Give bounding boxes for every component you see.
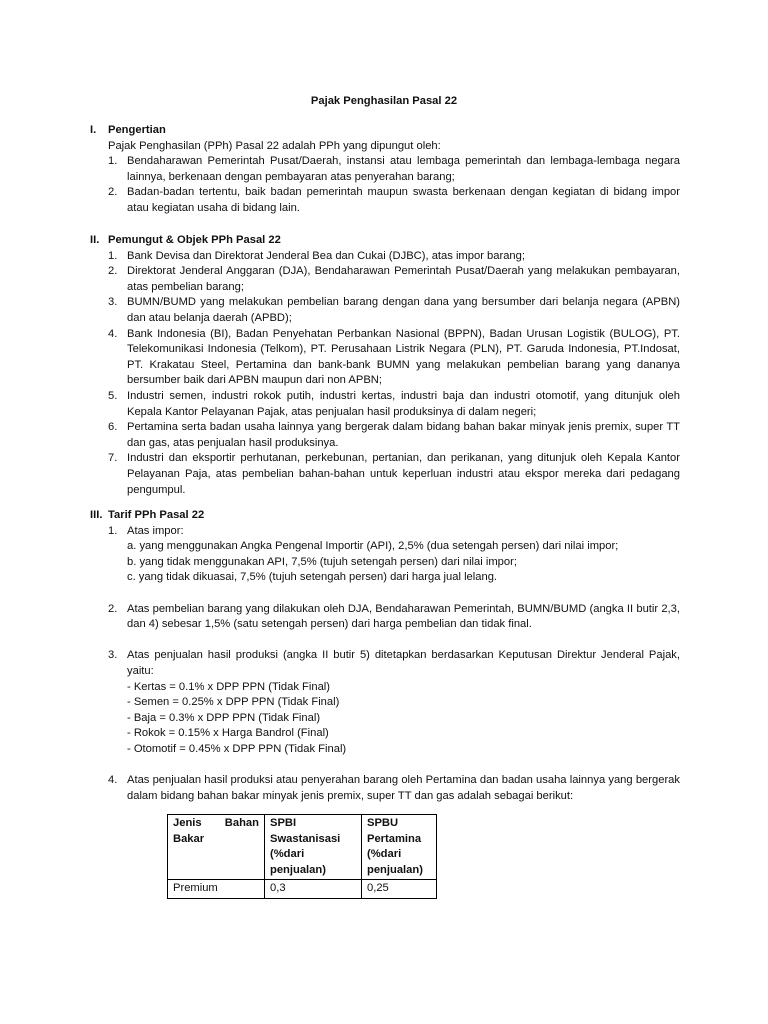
list-item: 4. Bank Indonesia (BI), Badan Penyehatan Perbankan Nasional (BPPN), Badan Urusan Logistik (BULOG), PT. Telekomunikasi Indonesia (Telkom), PT. Perusahaan Listrik Negara (PLN), PT. Garuda Indonesia, PT.Indosat, PT. Krakatau Steel, Pertamina dan bank-bank BUMN yang melakukan pembelian barang yang dananya bersumber baik dari APBN maupun dari non APBN;: [108, 327, 680, 387]
fuel-rate-table: [167, 814, 437, 899]
table-header-cell: SPBI Swastanisasi (%dari penjualan): [265, 815, 362, 880]
list-item: 4. Atas penjualan hasil produksi atau penyerahan barang oleh Pertamina dan badan usaha lainnya yang bergerak dalam bidang bahan bakar minyak jenis premix, super TT dan gas adalah sebagai berikut:: [108, 774, 680, 802]
list-item: 1. Bendaharawan Pemerintah Pusat/Daerah, instansi atau lembaga pemerintah dan lembaga-lembaga negara lainnya, berkenaan dengan pembayaran atas penyerahan barang;: [108, 155, 680, 183]
section-heading: [90, 508, 680, 524]
section-title: Tarif PPh Pasal 22: [108, 509, 205, 521]
section-heading: [90, 233, 680, 249]
header-line: [173, 816, 259, 832]
list-item-text: Atas impor:: [127, 524, 184, 537]
table-header-cell: [168, 815, 265, 880]
table-header-row: [168, 815, 437, 880]
section-tarif: [90, 508, 680, 804]
table-header-cell: SPBU Pertamina (%dari penjualan): [362, 815, 437, 880]
section-number: I.: [90, 124, 97, 136]
objek-list: [90, 249, 680, 499]
list-item-text: Atas penjualan hasil produksi (angka II butir 5) ditetapkan berdasarkan Keputusan Direktur Jenderal Pajak, yaitu:: [127, 649, 680, 677]
section-intro: Pajak Penghasilan (PPh) Pasal 22 adalah PPh yang dipungut oleh:: [108, 139, 441, 152]
section-title: Pemungut & Objek PPh Pasal 22: [108, 234, 281, 246]
list-item-text: Pertamina serta badan usaha lainnya yang bergerak dalam bidang bahan bakar minyak jenis premix, super TT dan gas, atas penjualan hasil produksinya.: [127, 421, 680, 449]
sub-item: - Kertas = 0.1% x DPP PPN (Tidak Final): [127, 680, 330, 693]
pemungut-list: [90, 154, 680, 216]
header-word: Jenis: [173, 817, 202, 829]
document-title: Pajak Penghasilan Pasal 22: [310, 95, 458, 107]
table-cell: 0,3: [265, 880, 362, 899]
sub-item: b. yang tidak menggunakan API, 7,5% (tujuh setengah persen) dari nilai impor;: [127, 555, 517, 568]
list-item-text: Bendaharawan Pemerintah Pusat/Daerah, instansi atau lembaga pemerintah dan lembaga-lembaga negara lainnya, berkenaan dengan pembayaran atas penyerahan barang;: [127, 155, 680, 183]
sub-item: - Rokok = 0.15% x Harga Bandrol (Final): [127, 727, 329, 740]
list-item: 3. BUMN/BUMD yang melakukan pembelian barang dengan dana yang bersumber dari belanja negara (APBN) dan atau belanja daerah (APBD);: [108, 296, 680, 324]
list-item: 3. Atas penjualan hasil produksi (angka II butir 5) ditetapkan berdasarkan Keputusan Direktur Jenderal Pajak, yaitu:: [108, 649, 680, 677]
sub-item: c. yang tidak dikuasai, 7,5% (tujuh setengah persen) dari harga jual lelang.: [127, 571, 498, 584]
sub-item: - Baja = 0.3% x DPP PPN (Tidak Final): [127, 711, 321, 724]
tarif-list: [90, 773, 680, 804]
list-item-text: Bank Indonesia (BI), Badan Penyehatan Perbankan Nasional (BPPN), Badan Urusan Logistik (BULOG), PT. Telekomunikasi Indonesia (Telkom), PT. Perusahaan Listrik Negara (PLN), PT. Garuda Indonesia, PT.Indosat, PT. Krakatau Steel, Pertamina dan bank-bank BUMN yang melakukan pembelian barang yang dananya bersumber baik dari APBN maupun dari non APBN;: [127, 327, 680, 387]
section-number: III.: [90, 509, 103, 521]
list-item-text: Industri semen, industri rokok putih, industri kertas, industri baja dan industri otomotif, yang ditunjuk oleh Kepala Kantor Pelayanan Pajak, atas penjualan hasil produksinya di dalam negeri;: [127, 389, 680, 418]
spacer: [90, 633, 680, 649]
table-row: [168, 880, 437, 899]
header-word: Bahan: [224, 817, 259, 829]
tarif-list: [90, 602, 680, 633]
list-item: 2. Atas pembelian barang yang dilakukan oleh DJA, Bendaharawan Pemerintah, BUMN/BUMD (angka II butir 2,3, dan 4) sebesar 1,5% (satu setengah persen) dari harga pembelian dan tidak final.: [108, 602, 680, 631]
list-item-text: Bank Devisa dan Direktorat Jenderal Bea dan Cukai (DJBC), atas impor barang;: [127, 249, 525, 262]
sub-item: - Otomotif = 0.45% x DPP PPN (Tidak Final): [127, 742, 347, 755]
list-item: 2. Direktorat Jenderal Anggaran (DJA), Bendaharawan Pemerintah Pusat/Daerah yang melakukan pembayaran, atas pembelian barang;: [108, 265, 680, 293]
list-item-text: BUMN/BUMD yang melakukan pembelian barang dengan dana yang bersumber dari belanja negara (APBN) dan atau belanja daerah (APBD);: [127, 296, 680, 324]
list-item-text: Atas penjualan hasil produksi atau penyerahan barang oleh Pertamina dan badan usaha lainnya yang bergerak dalam bidang bahan bakar minyak jenis premix, super TT dan gas adalah sebagai berikut:: [127, 774, 680, 802]
table-cell: Premium: [168, 880, 265, 899]
spacer: [90, 586, 680, 602]
tarif-list: [90, 524, 680, 540]
sub-item: a. yang menggunakan Angka Pengenal Importir (API), 2,5% (dua setengah persen) dari nilai impor;: [127, 540, 619, 553]
section-pemungut-objek: [90, 233, 680, 498]
section-title: Pengertian: [108, 124, 166, 136]
list-item: 6. Pertamina serta badan usaha lainnya yang bergerak dalam bidang bahan bakar minyak jenis premix, super TT dan gas, atas penjualan hasil produksinya.: [108, 421, 680, 449]
list-item: 2. Badan-badan tertentu, baik badan pemerintah maupun swasta berkenaan dengan kegiatan di bidang impor atau kegiatan usaha di bidang lain.: [108, 186, 680, 214]
list-item: 5. Industri semen, industri rokok putih, industri kertas, industri baja dan industri otomotif, yang ditunjuk oleh Kepala Kantor Pelayanan Pajak, atas penjualan hasil produksinya di dalam negeri;: [108, 389, 680, 418]
table-cell: 0,25: [362, 880, 437, 899]
list-item-text: Badan-badan tertentu, baik badan pemerintah maupun swasta berkenaan dengan kegiatan di bidang impor atau kegiatan usaha di bidang lain.: [127, 186, 680, 214]
list-item-text: Industri dan eksportir perhutanan, perkebunan, pertanian, dan perikanan, yang ditunjuk oleh Kepala Kantor Pelayanan Paja, atas pembelian bahan-bahan untuk keperluan industri atau ekspor mereka dari pedagang pengumpul.: [127, 452, 680, 496]
spacer: [90, 758, 680, 774]
list-item-text: Atas pembelian barang yang dilakukan oleh DJA, Bendaharawan Pemerintah, BUMN/BUMD (angka II butir 2,3, dan 4) sebesar 1,5% (satu setengah persen) dari harga pembelian dan tidak final.: [127, 602, 680, 631]
header-word: Bakar: [173, 832, 205, 845]
sub-item: - Semen = 0.25% x DPP PPN (Tidak Final): [127, 696, 340, 709]
section-heading: [90, 123, 680, 139]
tarif-list: [90, 648, 680, 679]
list-item: 1. Atas impor:: [108, 524, 184, 537]
list-item: 7. Industri dan eksportir perhutanan, perkebunan, pertanian, dan perikanan, yang ditunjuk oleh Kepala Kantor Pelayanan Paja, atas pembelian bahan-bahan untuk keperluan industri atau ekspor mereka dari pedagang pengumpul.: [108, 452, 680, 496]
list-item-text: Direktorat Jenderal Anggaran (DJA), Bendaharawan Pemerintah Pusat/Daerah yang melakukan pembayaran, atas pembelian barang;: [127, 265, 680, 293]
section-number: II.: [90, 234, 100, 246]
section-pengertian: [90, 123, 680, 217]
list-item: 1. Bank Devisa dan Direktorat Jenderal Bea dan Cukai (DJBC), atas impor barang;: [108, 249, 525, 262]
